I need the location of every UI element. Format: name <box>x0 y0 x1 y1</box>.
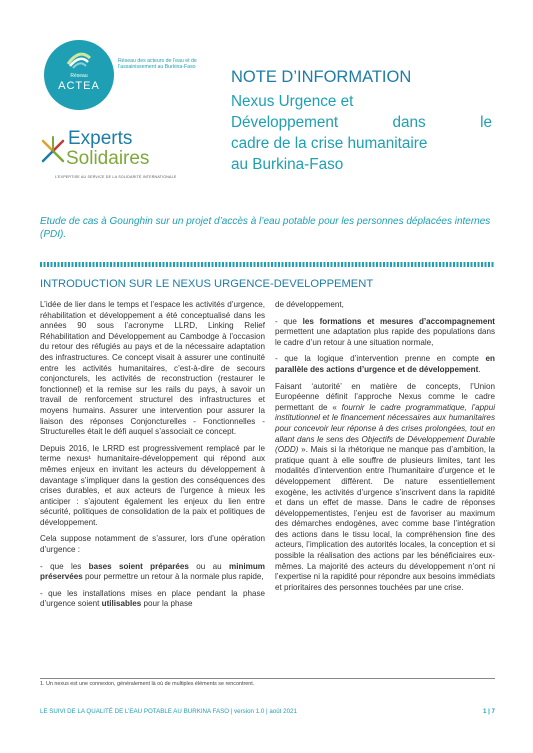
bullet <box>275 317 495 349</box>
text-bold: en parallèle des actions d’urgence et de développement <box>275 354 495 374</box>
note-subtitle <box>231 91 492 175</box>
left-column <box>40 300 265 616</box>
text: - que les <box>40 561 89 571</box>
text: - que la logique d’intervention prenne en compte <box>275 354 486 364</box>
paragraph: de développement, <box>275 300 344 309</box>
text-italic: fournir le cadre programmatique, l’appui institutionnel et le financement nécessaires aux humanitaires pour concevoir leur réponse à des crises prolongées, tout en allant dans le sens des Objectifs de Développement Durable (ODD) <box>275 402 495 455</box>
section-title: INTRODUCTION SUR LE NEXUS URGENCE-DEVELOPPEMENT <box>40 278 374 290</box>
water-drop-icon <box>66 48 92 72</box>
text-bold: les formations et mesures d’accompagnement <box>302 316 495 326</box>
text: pour permettre un retour à la normale plus rapide, <box>82 572 264 582</box>
right-column <box>275 300 495 599</box>
experts-solidaires-star-icon <box>40 134 66 168</box>
footnote-divider <box>40 678 495 679</box>
note-title: NOTE D’INFORMATION <box>231 68 412 86</box>
bullet <box>40 589 265 610</box>
subtitle-line: au Burkina-Faso <box>231 156 344 173</box>
text: Faisant ‘autorité’ en matière de concepts, l’Union Européenne définit l’approche Nexus comme le cadre permettant de « <box>275 381 495 412</box>
es-experts-word: Experts <box>68 128 133 149</box>
subtitle-line: cadre de la crise humanitaire <box>231 135 428 152</box>
text: . <box>478 364 481 374</box>
footer-text: LE SUIVI DE LA QUALITÉ DE L’EAU POTABLE AU BURKINA FASO | version 1.0 | août 2021 <box>40 708 297 715</box>
paragraph: Depuis 2016, le LRRD est progressivement remplacé par le terme nexus¹ humanitaire-développement qui répond aux mêmes enjeux en invitant les acteurs du développement à davantage s’impliquer dans la gestion des conséquences des crises durables, et aux acteurs de l’urgence à mieux les anticiper : s’ajoutent également les enjeux du lien entre sécurité, politiques de consolidation de la paix et politiques de développement. <box>40 443 265 527</box>
text: permettent une adaptation plus rapide des populations dans le cadre d’un retour à une situation normale, <box>275 327 495 347</box>
page-number: 1 | 7 <box>482 708 495 715</box>
text: ou au <box>188 561 229 571</box>
actea-small-label: Réseau <box>70 73 88 79</box>
bullet <box>275 354 495 375</box>
dashed-divider <box>40 262 495 267</box>
es-solidaires-word: Solidaires <box>66 148 150 169</box>
paragraph: L’idée de lier dans le temps et l’espace les activités d’urgence, réhabilitation et développement a été conceptualisé dans les années 90 sous l’acronyme LLRD, Linking Relief Réhabilitation and Développement au Cambodge à l’occasion du retour des réfugiés au pays et de la nécessaire adaptation des infrastructures. Ce concept visait à assurer une continuité entre les activités humanitaires, c’est-à-dire de secours conjoncturels, les activités de reconstruction (restaurer le fonctionnel) et la remise sur les rails du pays, à savoir un travail de renforcement structurel des infrastructures et moyens humains. Assurer une intervention pour assurer la liaison des réponses Conjoncturelles - Fonctionnelles - Structurelles était le défi auquel s’associait ce concept. <box>40 300 265 437</box>
text: - que <box>275 316 303 326</box>
actea-description: Réseau des acteurs de l’eau et de l’assainissement au Burkina-Faso <box>118 58 197 71</box>
paragraph <box>275 382 495 594</box>
text-bold: utilisables <box>101 599 142 609</box>
subtitle-line: Nexus Urgence et <box>231 93 354 110</box>
text-bold: minimum préservées <box>40 561 265 582</box>
page-footer <box>40 708 495 715</box>
case-study-summary: Etude de cas à Gounghin sur un projet d’accès à l’eau potable pour les personnes déplacées internes (PDI). <box>40 216 491 240</box>
paragraph: Cela suppose notamment de s’assurer, lors d’une opération d’urgence : <box>40 534 265 555</box>
es-tagline: L’EXPERTISE AU SERVICE DE LA SOLIDARITÉ INTERNATIONALE <box>55 175 177 179</box>
text: - que les installations mises en place pendant la phase d’urgence soient <box>40 588 265 609</box>
subtitle-line: Développement dans le <box>231 114 492 131</box>
text: ». Mais si la rhétorique ne manque pas d’ambition, la pratique quant à elle souffre de plusieurs limites, tant les modalités d’intervention entre l’humanitaire d’urgence et le développement diffèrent. De nature essentiellement exogène, les activités d’urgence s’inscrivent dans la rapidité et dans un effet de masse. Dans le cadre de réponses développementistes, l’enjeu est de favoriser au maximum des démarches endogènes, avec comme base l’intégration des actions dans le tissu local, la compréhension fine des acteurs, l’implication des autorités locales, la conception et si possible la réalisation des actions par les bénéficiaires eux-mêmes. La majorité des acteurs du développement n’ont ni l’expertise ni la rapidité pour répondre aux besoins immédiats et prioritaires des personnes touchées par une crise. <box>275 445 495 592</box>
actea-name: ACTEA <box>58 80 100 92</box>
text: pour la phase <box>141 599 193 609</box>
text-bold: bases soient préparées <box>88 561 189 571</box>
bullet <box>40 562 265 583</box>
footnote: 1. Un nexus est une connexion, généralement là où de multiples éléments se rencontrent. <box>40 681 255 687</box>
